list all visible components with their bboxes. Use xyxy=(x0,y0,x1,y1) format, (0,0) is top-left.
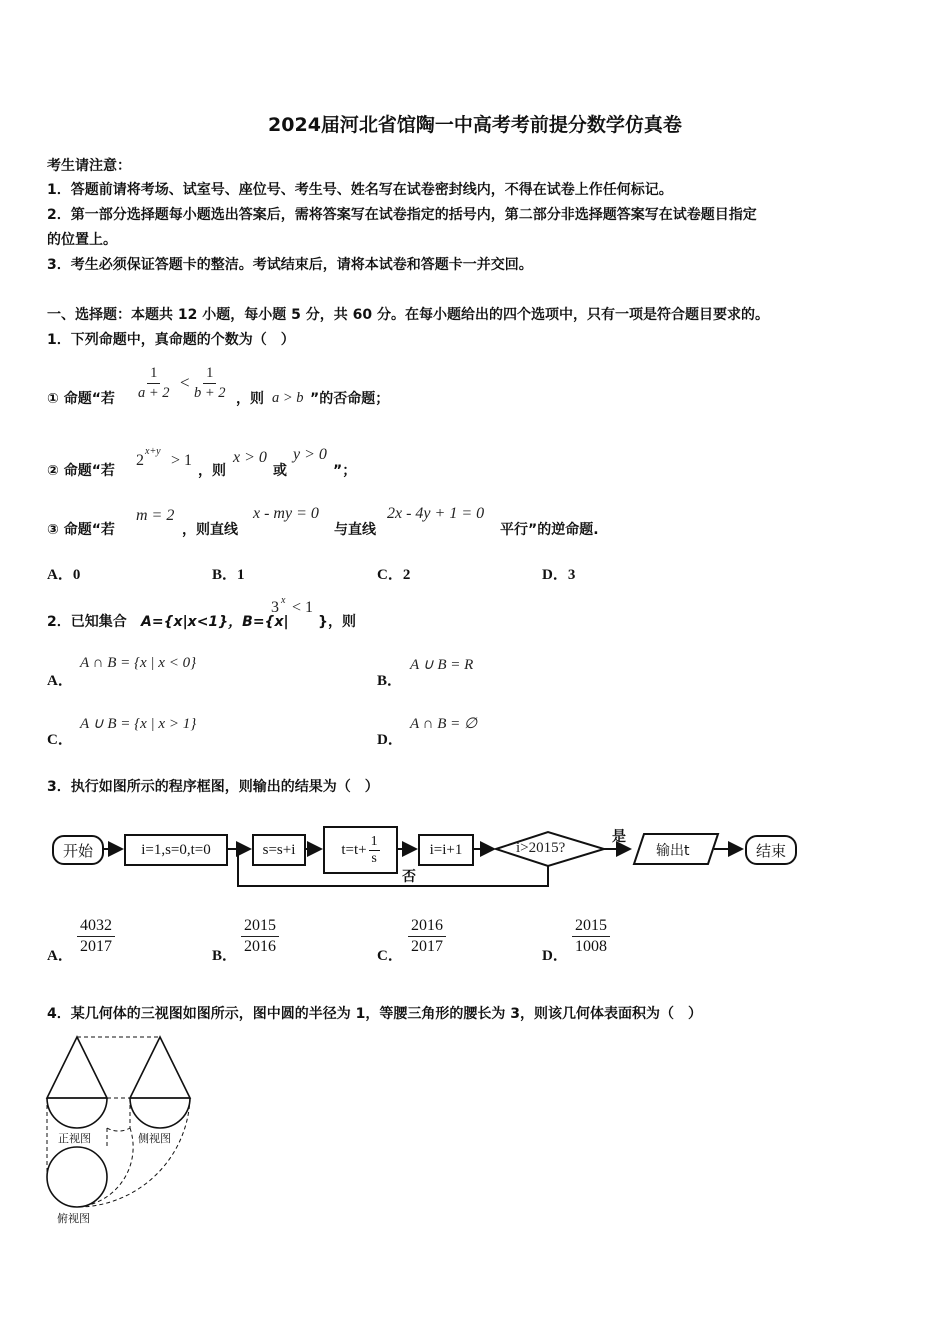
front-view-label: 正视图 xyxy=(58,1132,91,1145)
question-1-stem: 1．下列命题中，真命题的个数为（ ） xyxy=(47,332,295,348)
top-view-label: 俯视图 xyxy=(57,1212,90,1225)
flowchart-end: 结束 xyxy=(745,835,797,865)
q1-s1-suffix: ”的否命题； xyxy=(310,391,390,407)
q1-option-d[interactable]: D．3 xyxy=(542,567,576,583)
q3-option-c[interactable] xyxy=(408,917,446,956)
q2-stem-end: }，则 xyxy=(318,614,356,630)
fraction-numerator: 4032 xyxy=(77,917,115,937)
q3-option-d[interactable] xyxy=(572,917,610,956)
notice-item: 的位置上。 xyxy=(47,232,117,248)
question-4-stem: 4．某几何体的三视图如图所示，图中圆的半径为 1，等腰三角形的腰长为 3，则该几何体表面积为（ ） xyxy=(47,1006,702,1022)
section-heading: 一、选择题：本题共 12 小题，每小题 5 分，共 60 分。在每小题给出的四个选项中，只有一项是符合题目要求的。 xyxy=(47,307,769,323)
q3-option-d-label[interactable]: D． xyxy=(542,948,568,964)
less-than-sign: < xyxy=(180,373,190,392)
fraction-numerator: 2015 xyxy=(241,917,279,937)
notice-item: 1．答题前请将考场、试室号、座位号、考生号、姓名写在试卷密封线内，不得在试卷上作任何标记。 xyxy=(47,182,673,198)
q1-s2-gt: > 1 xyxy=(171,452,193,469)
q3-option-a-label[interactable]: A． xyxy=(47,948,73,964)
q1-s3-line1-label: ，则直线 xyxy=(182,522,238,538)
q2-option-d-label[interactable]: D． xyxy=(377,732,403,748)
fraction-denominator: 2016 xyxy=(244,938,276,955)
q2-option-a-label[interactable]: A． xyxy=(47,673,73,689)
q1-s2-condition-2: y > 0 xyxy=(293,446,327,463)
q1-s2-prefix: ② 命题“若 xyxy=(47,463,115,479)
q2-option-b-label[interactable]: B． xyxy=(377,673,403,689)
q2-sets: A={x|x<1}，B={x| xyxy=(141,614,289,630)
q1-s2-then: ，则 xyxy=(198,463,226,479)
assign-t-text: t=t+ xyxy=(341,841,367,858)
q2-option-c[interactable]: A ∪ B = {x | x > 1} xyxy=(80,716,197,732)
q1-option-a[interactable]: A．0 xyxy=(47,567,81,583)
q1-option-c[interactable]: C．2 xyxy=(377,567,411,583)
flowchart-no-label: 否 xyxy=(402,869,416,885)
notice-heading: 考生请注意： xyxy=(47,158,131,174)
q2-base: 3 xyxy=(271,599,279,616)
q3-option-b[interactable] xyxy=(241,917,279,956)
fraction-denominator: b + 2 xyxy=(194,385,226,401)
q3-option-a[interactable] xyxy=(77,917,115,956)
q1-s1-prefix: ① 命题“若 xyxy=(47,391,115,407)
flowchart-start: 开始 xyxy=(52,835,104,865)
notice-item: 3．考生必须保证答题卡的整洁。考试结束后，请将本试卷和答题卡一并交回。 xyxy=(47,257,533,273)
page-title: 2024届河北省馆陶一中高考考前提分数学仿真卷 xyxy=(268,114,682,136)
q1-s3-line2-label: 与直线 xyxy=(334,522,376,538)
notice-item: 2．第一部分选择题每小题选出答案后，需将答案写在试卷指定的括号内，第二部分非选择题答案写在试卷题目指定 xyxy=(47,207,757,223)
fraction-numerator: 2015 xyxy=(572,917,610,937)
q1-s2-condition-1: x > 0 xyxy=(233,449,267,466)
q2-stem-prefix: 2．已知集合 xyxy=(47,614,127,630)
fraction-denominator: 1008 xyxy=(575,938,607,955)
q3-option-c-label[interactable]: C． xyxy=(377,948,403,964)
q2-option-d[interactable]: A ∩ B = ∅ xyxy=(410,716,478,732)
fraction-denominator: a + 2 xyxy=(138,385,170,401)
flowchart-assign-t xyxy=(323,826,398,874)
q1-s2-exponent: x+y xyxy=(145,446,161,457)
q1-s2-base: 2 xyxy=(136,452,144,469)
flowchart-output: 输出t xyxy=(656,843,690,859)
flowchart-yes-label: 是 xyxy=(612,829,626,845)
question-3-stem: 3．执行如图所示的程序框图，则输出的结果为（ ） xyxy=(47,779,379,795)
q1-s2-suffix: ”； xyxy=(333,463,357,479)
q1-s3-suffix: 平行”的逆命题. xyxy=(500,522,599,538)
fraction-denominator: 2017 xyxy=(80,938,112,955)
q1-s3-line2: 2x - 4y + 1 = 0 xyxy=(387,505,485,522)
q3-option-b-label[interactable]: B． xyxy=(212,948,238,964)
flowchart-condition: i>2015? xyxy=(516,840,566,856)
q2-exponent: x xyxy=(281,595,286,606)
flowchart-init: i=1,s=0,t=0 xyxy=(124,834,228,866)
q1-s1-condition: a > b xyxy=(272,390,304,406)
q1-option-b[interactable]: B．1 xyxy=(212,567,245,583)
fraction-denominator: s xyxy=(371,850,377,866)
fraction-numerator: 1 xyxy=(370,833,378,849)
fraction-numerator: 1 xyxy=(147,365,160,384)
assign-t-fraction xyxy=(369,834,380,867)
fraction-denominator: 2017 xyxy=(411,938,443,955)
q2-lt: < 1 xyxy=(292,599,314,616)
q1-s3-m: m = 2 xyxy=(136,507,175,524)
fraction-numerator: 2016 xyxy=(408,917,446,937)
flowchart-assign-s: s=s+i xyxy=(252,834,306,866)
q1-s3-line1: x - my = 0 xyxy=(253,505,319,522)
q1-s1-then: ，则 xyxy=(236,391,264,407)
q2-option-a[interactable]: A ∩ B = {x | x < 0} xyxy=(80,655,197,671)
flowchart-increment: i=i+1 xyxy=(418,834,474,866)
q2-option-b[interactable]: A ∪ B = R xyxy=(410,657,474,673)
q1-s3-prefix: ③ 命题“若 xyxy=(47,522,115,538)
side-view-label: 侧视图 xyxy=(138,1132,171,1145)
q2-option-c-label[interactable]: C． xyxy=(47,732,73,748)
q1-s2-or: 或 xyxy=(273,463,287,479)
fraction-numerator: 1 xyxy=(203,365,216,384)
